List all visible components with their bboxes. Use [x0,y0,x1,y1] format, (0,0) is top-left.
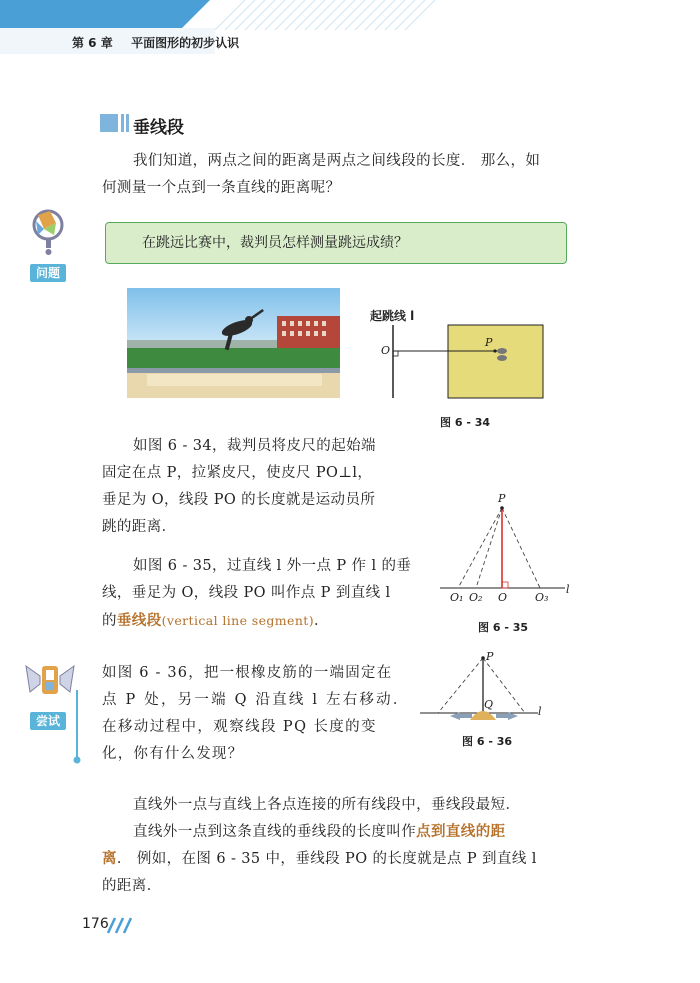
para35-line-3-post: ． [314,613,329,629]
try-icon [22,662,78,702]
figure-6-35-diagram [440,490,570,605]
page-number [82,916,109,932]
fig35-label-O1: O₁ [450,591,464,604]
conclusion-line-3-post: ． 例如，在图 6 - 35 中，垂线段 PO 的长度就是点 P 到直线 l [116,851,537,867]
question-text: 在跳远比赛中，裁判员怎样测量跳远成绩？ [142,235,408,251]
fig36-caption: 图 6 - 36 [462,735,513,748]
conclusion-line-4: 的距离． [102,878,162,894]
fig34-label-P: P [485,336,493,349]
try-line-2: 点 P 处，另一端 Q 沿直线 l 左右移动． [102,692,410,708]
footprint-2 [497,355,507,361]
term-vertical-segment-en: (vertical line segment) [161,613,314,628]
fig35-label-O3: O₃ [535,591,549,604]
fig35-label-l: l [566,583,570,596]
para35-line-3-pre: 的 [102,613,117,629]
point-P [493,349,496,352]
question-icon [28,207,68,257]
para35-line-3 [102,607,329,635]
chapter-title: 平面图形的初步认识 [131,36,240,50]
para34-line-1: 如图 6 - 34，裁判员将皮尺的起始端 [133,438,376,454]
takeoff-line-label: 起跳线 l [370,309,415,323]
section-bars-icon [100,114,132,132]
conclusion-line-2-pre: 直线外一点到这条直线的垂线段的长度叫作 [133,824,417,840]
fig36-label-P: P [486,650,494,663]
fig36-label-l: l [538,705,542,718]
para35-line-1: 如图 6 - 35，过直线 l 外一点 P 作 l 的垂 [133,558,412,574]
para34-line-3: 垂足为 O，线段 PO 的长度就是运动员所 [102,492,376,508]
page-slashes-icon [106,916,132,934]
fig34-caption: 图 6 - 34 [440,416,491,429]
header-band [0,0,700,30]
intro-line-1: 我们知道，两点之间的距离是两点之间线段的长度． 那么，如 [133,153,541,169]
term-point-line-distance-b: 离 [102,851,117,867]
try-line-4: 化，你有什么发现？ [102,746,244,762]
fig35-label-P: P [498,492,506,505]
para35-line-2: 线，垂足为 O，线段 PO 叫作点 P 到直线 l [102,585,391,601]
try-tag: 尝试 [30,712,66,730]
para34-line-2: 固定在点 P，拉紧皮尺，使皮尺 PO⊥l， [102,465,373,481]
term-vertical-segment: 垂线段 [116,613,162,629]
chapter-number: 第 6 章 [72,36,113,50]
term-point-line-distance-a: 点到直线的距 [416,824,506,840]
conclusion-line-1: 直线外一点与直线上各点连接的所有线段中，垂线段最短． [133,797,521,813]
section-title: 垂线段 [133,118,184,138]
fig35-label-O: O [498,591,508,604]
conclusion-line-2 [133,819,506,846]
rubber-band-hand [470,711,496,720]
long-jump-photo [127,288,340,398]
figure-6-36-diagram [420,650,550,730]
fig35-caption: 图 6 - 35 [478,621,529,634]
fig36-label-Q: Q [484,698,494,711]
try-rule-dot [72,755,82,765]
try-line-3: 在移动过程中，观察线段 PQ 长度的变 [102,719,377,735]
question-tag: 问题 [30,264,66,282]
para34-line-4: 跳的距离． [102,519,177,535]
footprint-1 [497,348,507,354]
page-number-value: 176 [82,916,109,932]
fig35-label-O2: O₂ [469,591,483,604]
conclusion-line-3 [102,846,537,873]
chapter-heading [72,34,239,51]
try-line-1: 如图 6 - 36，把一根橡皮筋的一端固定在 [102,665,393,681]
fig34-label-O: O [381,344,391,357]
intro-line-2: 何测量一个点到一条直线的距离呢？ [102,180,341,196]
try-vertical-rule [76,690,78,760]
